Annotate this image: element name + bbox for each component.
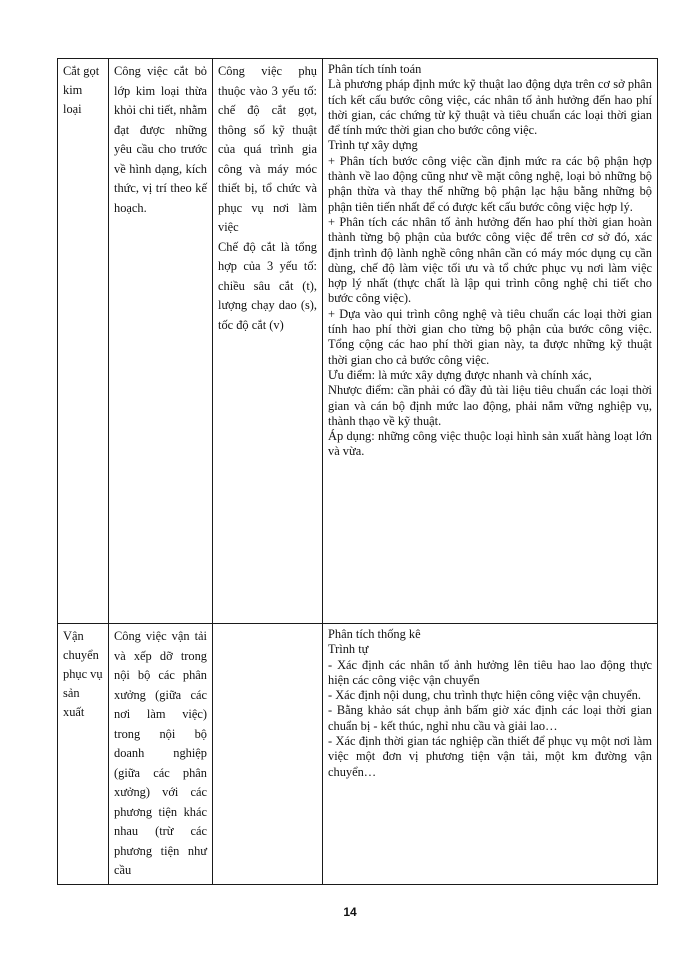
table-row xyxy=(58,59,658,624)
method-step: - Xác định thời gian tác nghiệp cần thiết để phục vụ một nơi làm việc một đơn vị phương tiện vận tải, một km đường vận chuyển… xyxy=(328,734,652,779)
activity-text: Vận chuyển phục vụ sản xuất xyxy=(63,629,103,719)
description-text: Công việc cắt bỏ lớp kim loại thừa khỏi chi tiết, nhằm đạt được những yêu cầu cho trước về hình dạng, kích thức, vị trí theo kế hoạch. xyxy=(114,64,207,215)
activity-cell xyxy=(58,624,109,885)
description-cell xyxy=(109,59,213,624)
method-heading: Phân tích tính toán xyxy=(328,62,422,76)
activity-cell xyxy=(58,59,109,624)
method-heading: Phân tích thống kê xyxy=(328,627,421,641)
norm-methods-table xyxy=(57,58,658,885)
factors-cell xyxy=(213,624,323,885)
method-application: Áp dụng: những công việc thuộc loại hình sản xuất hàng loạt lớn và vừa. xyxy=(328,429,652,459)
description-text: Công việc vận tải và xếp dỡ trong nội bộ các phân xưởng (giữa các nơi làm việc) trong nội bộ doanh nghiệp (giữa các phân xưởng) với các phương tiện khác nhau (trừ các phương tiện như cầu xyxy=(114,629,207,877)
table-row xyxy=(58,624,658,885)
method-step: - Xác định nội dung, chu trình thực hiện công việc vận chuyển. xyxy=(328,688,641,703)
activity-text: Cắt gọt kim loại xyxy=(63,64,100,116)
method-step: - Xác định các nhân tố ảnh hưởng lên tiêu hao lao động thực hiện các công việc vận chuyển xyxy=(328,657,652,687)
method-paragraph: + Dựa vào qui trình công nghệ và tiêu chuẩn các loại thời gian tính hao phí thời gian cho từng bộ phận của bước công việc. Tổng cộng các hao phí thời gian này, ta được những kỹ thuật thời gian cho cả bước công việc. xyxy=(328,306,652,367)
method-cell xyxy=(323,624,658,885)
factors-cell xyxy=(213,59,323,624)
method-cell xyxy=(323,59,658,624)
page-number: 14 xyxy=(343,905,357,919)
method-subheading: Trình tự xyxy=(328,642,369,657)
method-advantage: Ưu điểm: là mức xây dựng được nhanh và chính xác, xyxy=(328,367,592,382)
method-paragraph: Là phương pháp định mức kỹ thuật lao động dựa trên cơ sở phân tích kết cấu bước công việc, các nhân tố ảnh hưởng đến hao phí thời gian, các chứng từ kỹ thuật và tiêu chuẩn các loại thời gian để tính mức thời gian cho bước công việc. xyxy=(328,77,652,138)
method-step: - Bằng khảo sát chụp ảnh bấm giờ xác định các loại thời gian chuẩn bị - kết thúc, nghỉ nhu cầu và giải lao… xyxy=(328,703,652,733)
method-disadvantage: Nhược điểm: cần phải có đầy đủ tài liệu tiêu chuẩn các loại thời gian và cán bộ định mức lao động, phải nắm vững nghiệp vụ, thành thạo về kỹ thuật. xyxy=(328,383,652,428)
method-paragraph: + Phân tích bước công việc cần định mức ra các bộ phận hợp thành về lao động cũng như về mặt công nghệ, loại bỏ những bộ phận thừa và thay thế những bộ phận lạc hậu bằng những bộ phận tiên tiến nhất để có được kết cấu bước công việc hợp lý. xyxy=(328,153,652,214)
method-subheading: Trình tự xây dựng xyxy=(328,138,418,153)
factors-text: Chế độ cắt là tổng hợp của 3 yếu tố: chiều sâu cắt (t), lượng chạy dao (s), tốc độ cắt (v) xyxy=(218,239,317,332)
description-cell xyxy=(109,624,213,885)
method-paragraph: + Phân tích các nhân tố ảnh hưởng đến hao phí thời gian hoàn thành từng bộ phận của bước công việc để trên cơ sở đó, xác định trình độ lành nghề công nhân cần có máy móc dụng cụ cần dùng, chế độ làm việc tối ưu và tổ chức phục vụ nơi làm việc hợp lý nhất (thực chất là lập qui trình công nghệ chi tiết cho bước công việc). xyxy=(328,214,652,306)
factors-text: Công việc phụ thuộc vào 3 yếu tố: chế độ cắt gọt, thông số kỹ thuật của quá trình gia công và máy móc thiết bị, tổ chức và phục vụ nơi làm việc xyxy=(218,64,317,234)
